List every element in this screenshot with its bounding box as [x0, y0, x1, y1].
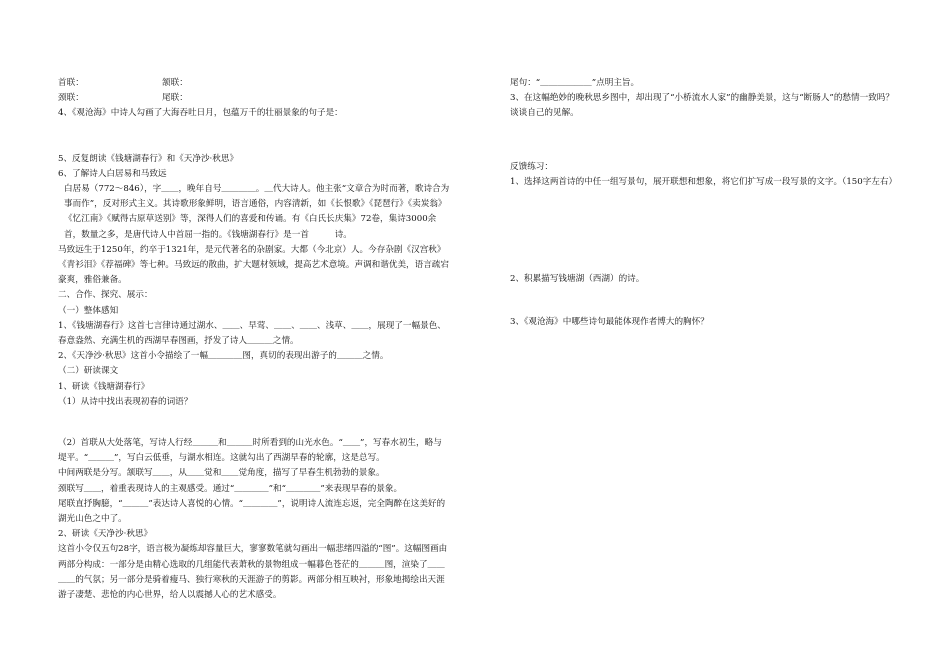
section-2b-title: （二）研读课文: [58, 366, 119, 377]
feedback-3: 3、《观沧海》中哪些诗句最能体现作者博大的胸怀？: [510, 317, 709, 328]
label-hanlian: 颔联：: [162, 78, 188, 88]
section-2-title: 二、合作、探究、展示：: [58, 290, 153, 301]
label-weilian: 尾联：: [162, 93, 188, 104]
feedback-title: 反馈练习：: [510, 161, 553, 172]
ma-zhiyuan-bio: 马致远生于1250年，约卒于1321年，是元代著名的杂剧家。大都（今北京）人。今存杂剧《汉宫秋》《青衫泪》《荐福碑》等七种。马致远的散曲，扩大题材领域，提高艺术意境。声调和谐优美，语言疏宕豪爽，雅俗兼备。: [58, 244, 450, 286]
feedback-2: 2、积累描写钱塘湖（西湖）的诗。: [510, 274, 645, 285]
read-1-question-1: （1）从诗中找出表现初春的词语？: [58, 396, 193, 407]
left-column: [58, 76, 450, 603]
right-column: [510, 76, 898, 330]
middle-couplets: 中间两联是分写。颔联写＿＿，从＿＿觉和＿＿觉角度，描写了早春生机勃勃的景象。: [58, 468, 385, 479]
neck-couplet: 颈联写＿＿，着重表现诗人的主观感受。通过“＿＿＿＿”和“＿＿＿＿”来表现早春的景象。: [58, 483, 403, 494]
question-3: 3、在这幅绝妙的晚秋思乡图中，却出现了“小桥流水人家”的幽静美景，这与“断肠人”的愁情一致吗？谈谈自己的见解。: [510, 93, 894, 119]
tail-sentence: 尾句：“＿＿＿＿＿＿”点明主旨。: [510, 78, 640, 88]
read-2-paragraph: 这首小令仅五句28字，语言极为凝炼却容量巨大，寥寥数笔就勾画出一幅悲绪四溢的“图”。这幅图画由两部分构成：一部分是由精心选取的几组能代表萧秋的景物组成一幅暮色苍茫的＿＿＿图，渲染了＿＿＿＿的气氛；另一部分是骑着瘦马、独行寒秋的天涯游子的剪影。两部分相互映衬，形象地揭绘出天涯游子凄楚、悲怆的内心世界，给人以震撼人心的艺术感受。: [58, 544, 448, 601]
read-2-title: 2、研读《天净沙·秋思》: [58, 529, 153, 540]
perception-1: 1、《钱塘湖春行》这首七言律诗通过湖水、＿＿、早莺、＿＿、＿＿、浅草、＿＿，展现了一幅景色、春意盎然、充满生机的西湖早春图画，抒发了诗人＿＿＿之情。: [58, 320, 446, 347]
section-2a-title: （一）整体感知: [58, 305, 119, 316]
label-shoulian: 首联：: [58, 78, 84, 88]
feedback-1: 1、选择这两首诗的中任一组写景句，展开联想和想象，将它们扩写成一段写景的文字。（150字左右）: [510, 176, 898, 187]
read-1-question-2: （2）首联从大处落笔，写诗人行经＿＿＿和＿＿＿时所看到的山光水色。“＿＿”，写春水初生，略与堤平。“＿＿＿”，写白云低垂，与湖水相连。这就勾出了西湖早春的轮廓，这是总写。: [58, 438, 442, 464]
label-jinglian: 颈联：: [58, 93, 84, 104]
question-5: 5、反复朗读《钱塘湖春行》和《天净沙·秋思》: [58, 153, 239, 164]
read-1-title: 1、研读《钱塘湖春行》: [58, 381, 150, 392]
question-4: 4、《观沧海》中诗人勾画了大海吞吐日月，包蕴万千的壮丽景象的句子是：: [58, 108, 343, 119]
perception-2: 2、《天净沙·秋思》这首小令描绘了一幅＿＿＿＿图，真切的表现出游子的＿＿＿之情。: [58, 351, 389, 362]
tail-couplet: 尾联直抒胸臆，“＿＿＿”表达诗人喜悦的心情。“＿＿＿＿”，说明诗人流连忘返，完全陶醉在这美好的湖光山色之中了。: [58, 498, 446, 525]
couplet-row-2: [58, 91, 450, 106]
question-6: 6、了解诗人白居易和马致远: [58, 168, 167, 179]
couplet-row-1: [58, 76, 450, 91]
bai-juyi-bio: 白居易（772～846），字＿＿，晚年自号＿＿＿＿。＿代大诗人。他主张“文章合为时而著，歌诗合为事而作”，反对形式主义。其诗歌形象鲜明，语言通俗，内容清新，如《长恨歌》《琵琶行》《卖炭翁》《忆江南》《赋得古原草送别》等，深得人们的喜爱和传诵。有《白氏长庆集》72卷，集诗3000余首，数量之多，是唐代诗人中首屈一指的。《钱塘湖春行》是一首 诗。: [64, 184, 450, 240]
